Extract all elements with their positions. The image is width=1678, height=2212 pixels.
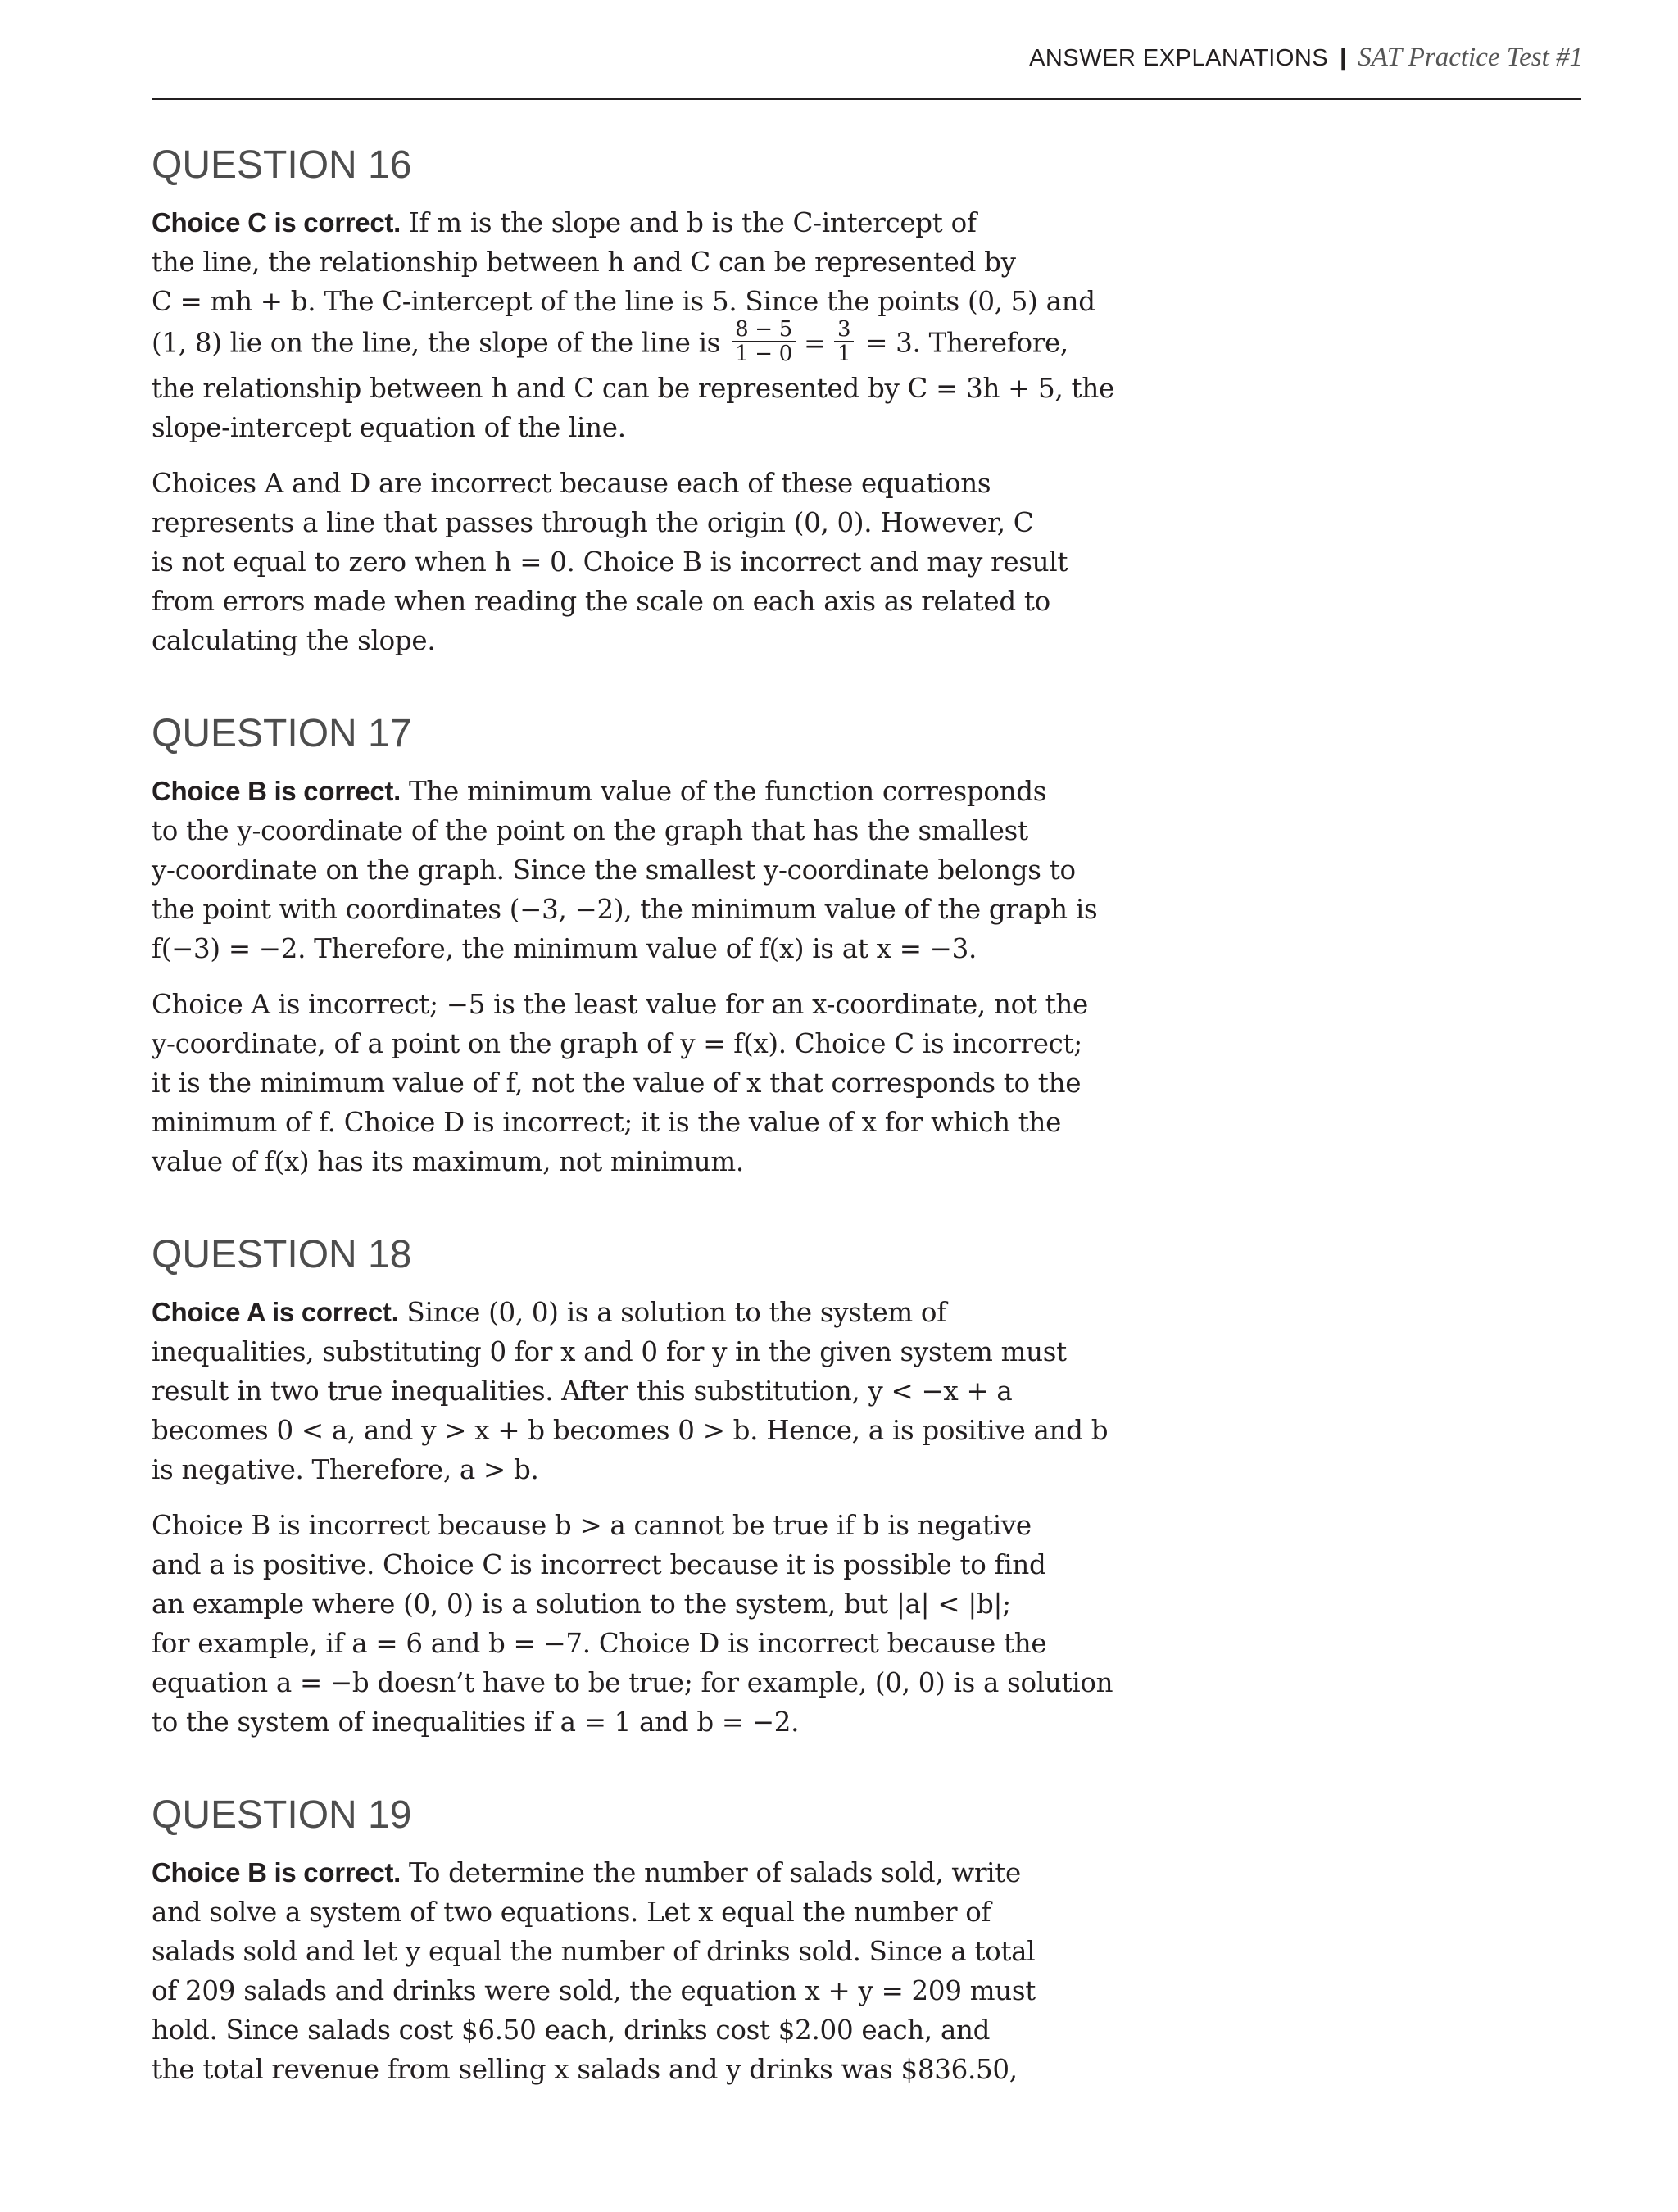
paragraph-line: f(−3) = −2. Therefore, the minimum value of f(x) is at x = −3. xyxy=(152,933,977,964)
paragraph-line: is not equal to zero when h = 0. Choice B is incorrect and may result xyxy=(152,546,1068,578)
paragraph-line: and solve a system of two equations. Let x equal the number of xyxy=(152,1897,991,1928)
paragraph-line: the relationship between h and C can be represented by C = 3h + 5, the xyxy=(152,373,1114,404)
paragraph xyxy=(152,1853,1094,2089)
paragraph-line: is negative. Therefore, a > b. xyxy=(152,1454,539,1485)
line-text: (1, 8) lie on the line, the slope of the line is xyxy=(152,327,721,359)
fraction-denominator: 1 − 0 xyxy=(735,342,792,366)
paragraph-line: to the y-coordinate of the point on the graph that has the smallest xyxy=(152,815,1028,846)
question-title: QUESTION 17 xyxy=(152,712,412,755)
paragraph-line xyxy=(152,203,1094,243)
paragraph-line: calculating the slope. xyxy=(152,625,436,656)
line-text: Since (0, 0) is a solution to the system of xyxy=(398,1297,946,1328)
question-16 xyxy=(152,139,1114,660)
paragraph-line: the point with coordinates (−3, −2), the minimum value of the graph is xyxy=(152,894,1098,925)
paragraph-line: hold. Since salads cost $6.50 each, drinks cost $2.00 each, and xyxy=(152,2015,991,2046)
paragraph-line xyxy=(152,317,1094,369)
paragraph xyxy=(152,1293,1109,1489)
paragraph xyxy=(152,1506,1113,1742)
paragraph xyxy=(152,772,1098,968)
answer-lead: Choice B is correct. xyxy=(152,1857,401,1888)
paragraph-line: Choice B is incorrect because b > a cannot be true if b is negative xyxy=(152,1510,1032,1541)
header-rule xyxy=(152,98,1581,100)
line-text: = 3. Therefore, xyxy=(865,327,1068,359)
paragraph-line: becomes 0 < a, and y > x + b becomes 0 > b. Hence, a is positive and b xyxy=(152,1415,1109,1446)
fraction-numerator: 8 − 5 xyxy=(732,318,796,342)
paragraph-line: value of f(x) has its maximum, not minimum. xyxy=(152,1146,744,1177)
paragraph-line: the total revenue from selling x salads and y drinks was $836.50, xyxy=(152,2054,1018,2085)
page-header xyxy=(1029,43,1583,73)
paragraph-line: it is the minimum value of f, not the value of x that corresponds to the xyxy=(152,1067,1082,1099)
line-text: If m is the slope and b is the C-intercept of xyxy=(400,207,977,238)
slope-fraction xyxy=(732,318,796,365)
paragraph-line: slope-intercept equation of the line. xyxy=(152,412,626,443)
answer-lead: Choice C is correct. xyxy=(152,207,401,238)
paragraph-line: inequalities, substituting 0 for x and 0 for y in the given system must xyxy=(152,1336,1067,1367)
question-19 xyxy=(152,1789,1094,2089)
question-title: QUESTION 16 xyxy=(152,143,412,187)
paragraph-line: result in two true inequalities. After this substitution, y < −x + a xyxy=(152,1376,1013,1407)
fraction-denominator: 1 xyxy=(837,342,851,366)
paragraph-line: C = mh + b. The C-intercept of the line is 5. Since the points (0, 5) and xyxy=(152,286,1095,317)
paragraph-line: equation a = −b doesn’t have to be true; for example, (0, 0) is a solution xyxy=(152,1667,1113,1698)
header-separator: | xyxy=(1340,45,1347,71)
equals-sign: = xyxy=(804,327,826,359)
paragraph-line: minimum of f. Choice D is incorrect; it is the value of x for which the xyxy=(152,1107,1062,1138)
paragraph-line: to the system of inequalities if a = 1 and b = −2. xyxy=(152,1707,800,1738)
paragraph-line xyxy=(152,1293,1094,1332)
page-content xyxy=(152,139,1114,2137)
paragraph-line: Choice A is incorrect; −5 is the least value for an x-coordinate, not the xyxy=(152,989,1088,1020)
line-text: The minimum value of the function corresponds xyxy=(400,776,1047,807)
paragraph-line xyxy=(152,772,1094,811)
question-17 xyxy=(152,708,1098,1181)
answer-lead: Choice B is correct. xyxy=(152,776,401,806)
question-18 xyxy=(152,1229,1113,1742)
paragraph-line: an example where (0, 0) is a solution to the system, but |a| < |b|; xyxy=(152,1589,1011,1620)
paragraph-line: y-coordinate on the graph. Since the smallest y-coordinate belongs to xyxy=(152,854,1076,886)
paragraph-line xyxy=(152,1853,1094,1892)
question-title: QUESTION 19 xyxy=(152,1793,412,1837)
paragraph xyxy=(152,464,1094,660)
line-text: To determine the number of salads sold, write xyxy=(400,1857,1021,1888)
paragraph xyxy=(152,203,1114,447)
paragraph-line: salads sold and let y equal the number of drinks sold. Since a total xyxy=(152,1936,1036,1967)
paragraph xyxy=(152,985,1094,1181)
paragraph-line: y-coordinate, of a point on the graph of y = f(x). Choice C is incorrect; xyxy=(152,1028,1082,1059)
fraction-numerator: 3 xyxy=(834,318,854,342)
answer-lead: Choice A is correct. xyxy=(152,1297,399,1327)
paragraph-line: represents a line that passes through the origin (0, 0). However, C xyxy=(152,507,1034,538)
simplified-fraction xyxy=(834,318,854,365)
test-name: SAT Practice Test #1 xyxy=(1358,43,1583,72)
paragraph-line: for example, if a = 6 and b = −7. Choice D is incorrect because the xyxy=(152,1628,1047,1659)
paragraph-line: of 209 salads and drinks were sold, the equation x + y = 209 must xyxy=(152,1975,1036,2006)
section-label: ANSWER EXPLANATIONS xyxy=(1029,45,1329,71)
paragraph-line: from errors made when reading the scale on each axis as related to xyxy=(152,586,1050,617)
paragraph-line: the line, the relationship between h and C can be represented by xyxy=(152,247,1016,278)
question-title: QUESTION 18 xyxy=(152,1233,412,1276)
paragraph-line: and a is positive. Choice C is incorrect because it is possible to find xyxy=(152,1549,1046,1580)
paragraph-line: Choices A and D are incorrect because each of these equations xyxy=(152,468,991,499)
